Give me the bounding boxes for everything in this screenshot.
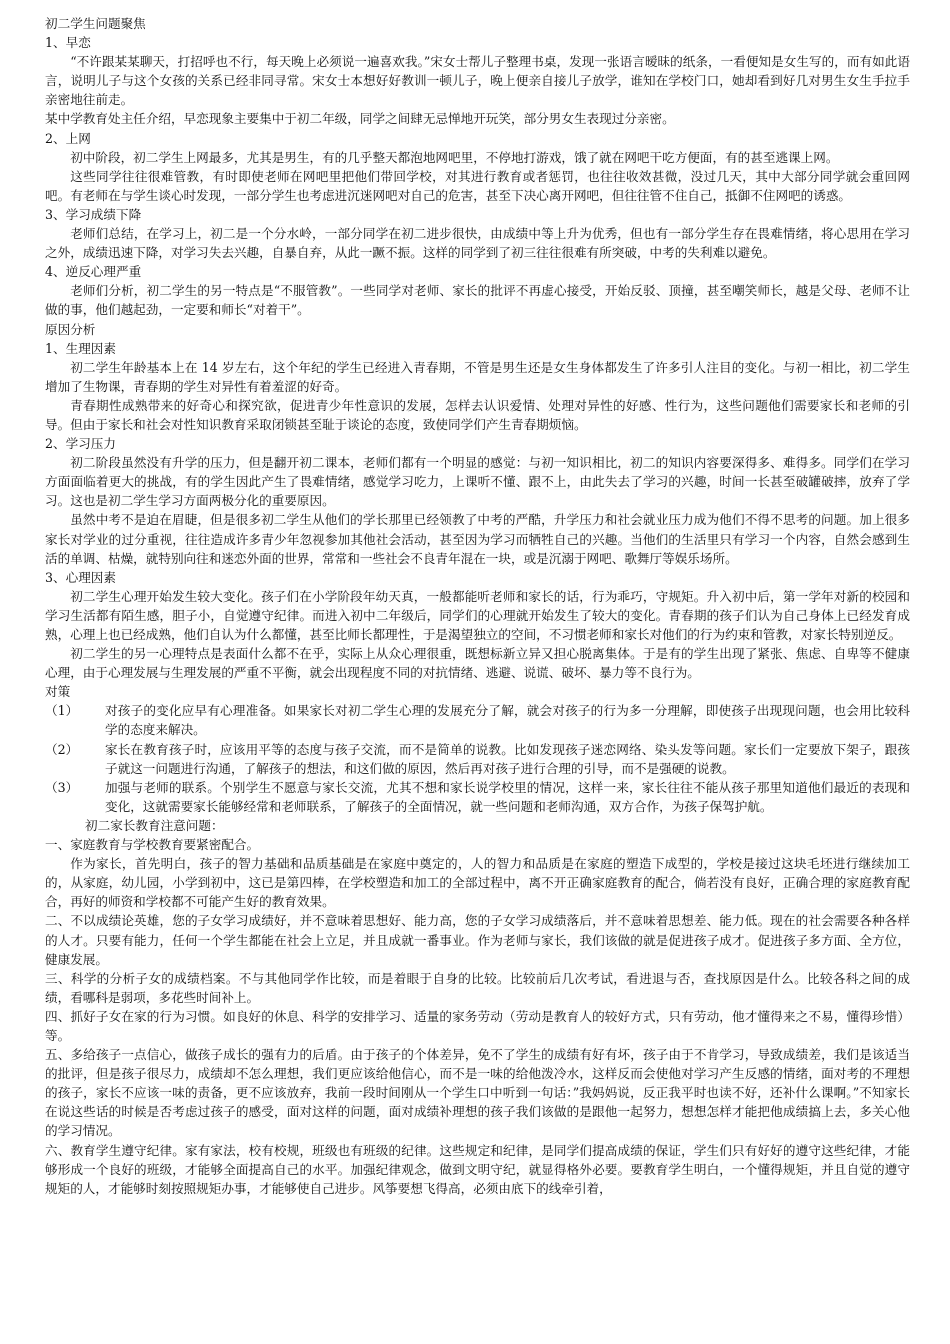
issue-paragraph: “不许跟某某聊天，打招呼也不行，每天晚上必须说一遍喜欢我。”宋女士帮儿子整理书桌，发现一张语言暧昧的纸条，一看便知是女生写的，而有如此语言，说明儿子与这个女孩的关系已经非同寻常。宋女士本想好好教训一顿儿子，晚上便亲自接儿子放学，谁知在学校门口，她却看到好几对男生女生手拉手亲密地往前走。 bbox=[45, 54, 910, 108]
issue-heading: 1、早恋 bbox=[45, 35, 91, 51]
measure-text: 对孩子的变化应早有心理准备。如果家长对初二学生心理的发展充分了解，就会对孩子的行为多一分理解，即使孩子出现现问题，也会用比较科学的态度来解决。 bbox=[105, 703, 910, 738]
doc-title: 初二学生问题聚焦 bbox=[45, 16, 146, 31]
reason-heading: 2、学习压力 bbox=[45, 436, 116, 452]
issue-heading: 4、逆反心理严重 bbox=[45, 264, 142, 280]
section-title-reasons: 原因分析 bbox=[45, 321, 96, 337]
measure-item bbox=[45, 778, 910, 816]
measure-text: 家长在教育孩子时，应该用平等的态度与孩子交流，而不是简单的说教。比如发现孩子迷恋网络、染头发等问题。家长们一定要放下架子，跟孩子就这一问题进行沟通，了解孩子的想法，和这们做的原因，然后再对孩子进行合理的引导，而不是强硬的说教。 bbox=[105, 741, 910, 776]
note-heading: 一、家庭教育与学校教育要紧密配合。 bbox=[45, 837, 260, 853]
issue-paragraph: 某中学教育处主任介绍，早恋现象主要集中于初二年级，同学之间肆无忌惮地开玩笑，部分男女生表现过分亲密。 bbox=[45, 111, 675, 127]
measure-number: （2） bbox=[45, 741, 79, 757]
reason-paragraph: 青春期性成熟带来的好奇心和探究欲，促进青少年性意识的发展，怎样去认识爱情、处理对异性的好感、性行为，这些问题他们需要家长和老师的引导。但由于家长和社会对性知识教育采取闭锁甚至耻于谈论的态度，致使同学们产生青春期烦恼。 bbox=[45, 397, 910, 432]
reason-paragraph: 初二学生的另一心理特点是表面什么都不在乎，实际上从众心理很重，既想标新立异又担心脱离集体。于是有的学生出现了紧张、焦虑、自卑等不健康心理，由于心理发展与生理发展的严重不平衡，就会出现程度不同的对抗情绪、逃避、说谎、破坏、暴力等不良行为。 bbox=[45, 646, 910, 681]
measure-text: 加强与老师的联系。个别学生不愿意与家长交流，尤其不想和家长说学校里的情况，这样一来，家长往往不能从孩子那里知道他们最近的表现和变化，这就需要家长能够经常和老师联系，了解孩子的全面情况，就一些问题和老师沟通，双方合作，为孩子保驾护航。 bbox=[105, 779, 910, 814]
issue-paragraph: 老师们总结，在学习上，初二是一个分水岭，一部分同学在初二进步很快，由成绩中等上升为优秀，但也有一部分学生存在畏难情绪，将心思用在学习之外，成绩迅速下降，对学习失去兴趣，自暴自弃，从此一蹶不振。这样的同学到了初三往往很难有所突破，中考的失利难以避免。 bbox=[45, 226, 910, 261]
reason-heading: 1、生理因素 bbox=[45, 340, 116, 356]
reason-paragraph: 初二学生年龄基本上在 14 岁左右，这个年纪的学生已经进入青春期，不管是男生还是女生身体都发生了许多引人注目的变化。与初一相比，初二学生增加了生物课，青春期的学生对异性有着羞涩的好奇。 bbox=[45, 359, 910, 394]
reason-paragraph: 初二阶段虽然没有升学的压力，但是翻开初二课本，老师们都有一个明显的感觉：与初一知识相比，初二的知识内容要深得多、难得多。同学们在学习方面面临着更大的挑战，有的学生因此产生了畏难情绪，感觉学习吃力，上课听不懂、跟不上，由此失去了学习的兴趣，时间一长甚至破罐破摔，放弃了学习。这也是初二学生学习方面两极分化的重要原因。 bbox=[45, 455, 910, 509]
measure-number: （1） bbox=[45, 703, 79, 719]
issue-paragraph: 这些同学往往很难管教，有时即使老师在网吧里把他们带回学校，对其进行教育或者惩罚，也往往收效甚微，没过几天，其中大部分同学就会重回网吧。有老师在与学生谈心时发现，一部分学生也考虑进沉迷网吧对自己的危害，甚至下决心离开网吧，但往往管不住自己，抵御不住网吧的诱惑。 bbox=[45, 168, 910, 203]
issue-heading: 3、学习成绩下降 bbox=[45, 206, 142, 222]
note-paragraph: 三、科学的分析子女的成绩档案。不与其他同学作比较，而是着眼于自身的比较。比较前后几次考试，看进退与否，查找原因是什么。比较各科之间的成绩，看哪科是弱项，多花些时间补上。 bbox=[45, 970, 910, 1005]
issue-heading: 2、上网 bbox=[45, 130, 91, 146]
section-title-notes: 初二家长教育注意问题： bbox=[85, 817, 224, 833]
reason-paragraph: 虽然中考不是迫在眉睫，但是很多初二学生从他们的学长那里已经领教了中考的严酷，升学压力和社会就业压力成为他们不得不思考的问题。加上很多家长对学业的过分重视，往往造成许多青少年忽视参加其他社会活动，甚至因为学习而牺牲自己的兴趣。当他们的生活里只有学习一个内容，自然会感到生活的单调、枯燥，就特别向往和迷恋外面的世界，常常和一些社会不良青年混在一块，或是沉溺于网吧、歌舞厅等娱乐场所。 bbox=[45, 512, 910, 566]
issue-paragraph: 老师们分析，初二学生的另一特点是“不服管教”。一些同学对老师、家长的批评不再虚心接受，开始反驳、顶撞，甚至嘲笑师长，越是父母、老师不让做的事，他们越起劲，一定要和师长“对着干”。 bbox=[45, 283, 910, 318]
note-paragraph: 五、多给孩子一点信心，做孩子成长的强有力的后盾。由于孩子的个体差异，免不了学生的成绩有好有坏，孩子由于不肯学习，导致成绩差，我们是该适当的批评，但是孩子很尽力，成绩却不怎么理想，我们更应该给他信心，而不是一味的给他泼冷水，这样反而会使他对学习产生反感的情绪，面对考的不理想的孩子，家长不应该一味的责备，更不应该放弃，我前一段时间刚从一个学生口中听到一句话：”我妈妈说，反正我平时也读不好，还补什么课啊。”不知家长在说这些话的时候是否考虑过孩子的感受，面对这样的问题，面对成绩补理想的孩子我们该做的是跟他一起努力，想想怎样才能把他成绩搞上去，多关心他的学习情况。 bbox=[45, 1047, 910, 1139]
section-title-measures: 对策 bbox=[45, 684, 71, 700]
note-paragraph: 作为家长，首先明白，孩子的智力基础和品质基础是在家庭中奠定的，人的智力和品质是在家庭的塑造下成型的，学校是接过这块毛坯进行继续加工的，从家庭，幼儿园，小学到初中，这已是第四棒，在学校塑造和加工的全部过程中，离不开正确家庭教育的配合，倘若没有良好，正确合理的家庭教育配合，再好的师资和学校都不可能产生好的教育效果。 bbox=[45, 856, 910, 910]
note-paragraph: 六、教育学生遵守纪律。家有家法，校有校规，班级也有班级的纪律。这些规定和纪律，是同学们提高成绩的保证，学生们只有好好的遵守这些纪律，才能够形成一个良好的班级，才能够全面提高自己的水平。加强纪律观念，做到文明守纪，就显得格外必要。要教育学生明白，一个懂得规矩，并且自觉的遵守规矩的人，才能够时刻按照规矩办事，才能够使自己进步。风筝要想飞得高，必须由底下的线牵引着， bbox=[45, 1142, 910, 1196]
measure-item bbox=[45, 740, 910, 778]
reason-paragraph: 初二学生心理开始发生较大变化。孩子们在小学阶段年幼天真，一般都能听老师和家长的话，行为乖巧，守规矩。升入初中后，第一学年对新的校园和学习生活都有陌生感，胆子小，自觉遵守纪律。而进入初中二年级后，同学们的心理就开始发生了较大的变化。青春期的孩子们认为自己身体上已经发育成熟，心理上也已经成熟，他们自认为什么都懂，甚至比师长都理性，于是渴望独立的空间，不习惯老师和家长对他们的行为约束和管教，对家长特别逆反。 bbox=[45, 588, 910, 642]
measure-number: （3） bbox=[45, 779, 79, 795]
issue-paragraph: 初中阶段，初二学生上网最多，尤其是男生，有的几乎整天都泡地网吧里，不停地打游戏，饿了就在网吧干吃方便面，有的甚至逃课上网。 bbox=[70, 149, 839, 165]
note-paragraph: 二、不以成绩论英雄，您的子女学习成绩好，并不意味着思想好、能力高，您的子女学习成绩落后，并不意味着思想差、能力低。现在的社会需要各种各样的人才。只要有能力，任何一个学生都能在社会上立足，并且成就一番事业。作为老师与家长，我们该做的就是促进孩子成才。促进孩子多方面、全方位，健康发展。 bbox=[45, 913, 910, 967]
note-paragraph: 四、抓好子女在家的行为习惯。如良好的休息、科学的安排学习、适量的家务劳动（劳动是教育人的较好方式，只有劳动，他才懂得来之不易，懂得珍惜）等。 bbox=[45, 1008, 910, 1043]
reason-heading: 3、心理因素 bbox=[45, 569, 116, 585]
measure-item bbox=[45, 701, 910, 739]
